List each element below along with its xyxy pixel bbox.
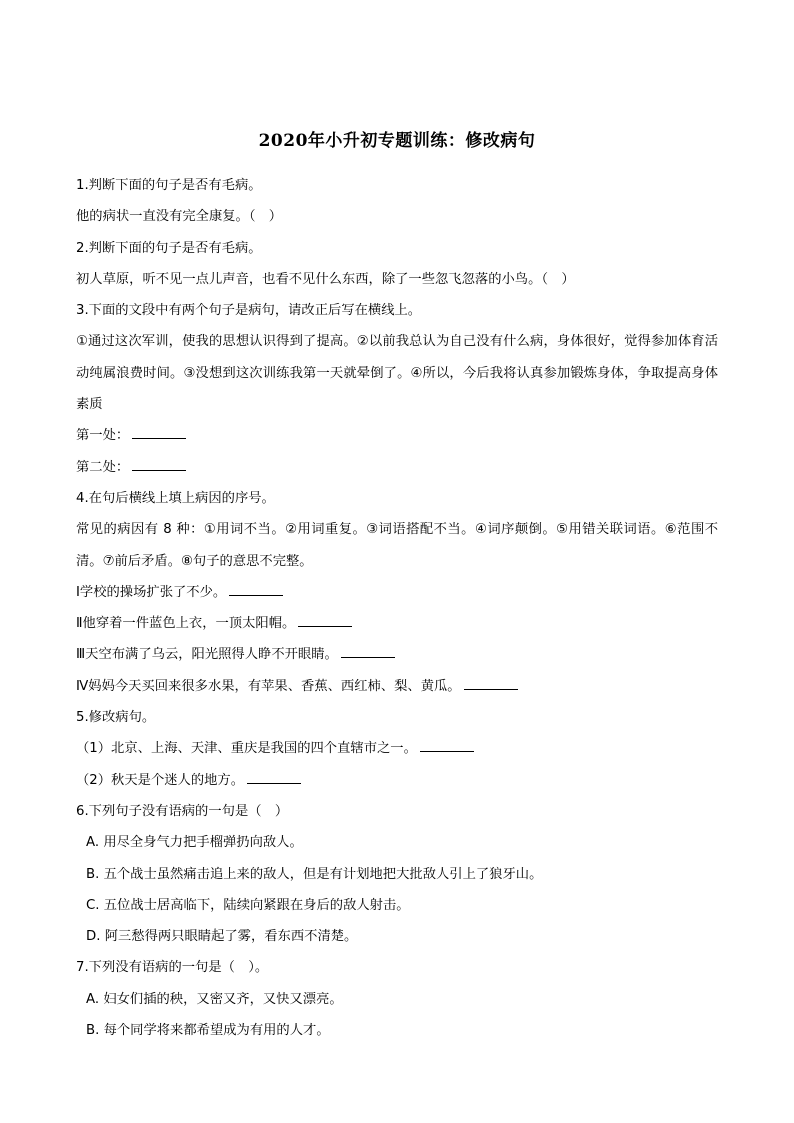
q3-blank-row-1 [76,420,718,451]
q4-item-text: Ⅳ妈妈今天买回来很多水果，有苹果、香蕉、西红柿、梨、黄瓜。 [76,678,461,694]
q6-option-a[interactable]: A. 用尽全身气力把手榴弹扔向敌人。 [86,835,303,851]
q4-item-1 [76,577,718,608]
q3-blank-row-2 [76,452,718,483]
q4-intro: 常见的病因有 8 种：①用词不当。②用词重复。③词语搭配不当。④词序颠倒。⑤用错关联词语。⑥范围不清。⑦前后矛盾。⑧句子的意思不完整。 [76,522,718,569]
q4-item-2 [76,608,718,639]
q4-item-text: Ⅱ他穿着一件蓝色上衣，一顶太阳帽。 [76,616,296,632]
q4-stem: 4.在句后横线上填上病因的序号。 [76,490,275,506]
q1-stem: 1.判断下面的句子是否有毛病。 [76,178,262,193]
answer-blank[interactable] [464,676,518,690]
q4-item-4 [76,671,718,702]
q2-stem: 2.判断下面的句子是否有毛病。 [76,240,262,256]
q6-option-c[interactable]: C. 五位战士居高临下，陆续向紧跟在身后的敌人射击。 [86,897,410,913]
q4-item-3 [76,639,718,670]
q5-stem: 5.修改病句。 [76,710,156,726]
q3-stem: 3.下面的文段中有两个句子是病句，请改正后写在横线上。 [76,303,422,319]
q2-sentence: 初人草原，听不见一点儿声音，也看不见什么东西，除了一些忽飞忽落的小鸟。（ ） [76,271,575,287]
q5-item-text: （1）北京、上海、天津、重庆是我国的四个直辖市之一。 [76,741,417,757]
answer-blank[interactable] [420,738,474,752]
q1-sentence: 他的病状一直没有完全康复。（ ） [76,209,283,225]
q5-item-1 [76,733,718,764]
q3-blank-label-2: 第二处： [76,459,130,475]
answer-blank[interactable] [229,582,283,596]
answer-blank[interactable] [247,770,301,784]
q4-item-text: Ⅲ天空布满了乌云，阳光照得人睁不开眼睛。 [76,647,338,663]
q6-option-d[interactable]: D. 阿三愁得两只眼睛起了雾，看东西不清楚。 [86,929,358,945]
q4-item-text: Ⅰ学校的操场扩张了不少。 [76,584,227,600]
q7-stem: 7.下列没有语病的一句是（ ）。 [76,960,269,976]
page-title: 2020年小升初专题训练：修改病句 [258,131,536,151]
q5-item-2 [76,765,718,796]
q7-option-b[interactable]: B. 每个同学将来都希望成为有用的人才。 [86,1023,330,1039]
answer-blank[interactable] [298,613,352,627]
q7-option-a[interactable]: A. 妇女们插的秧，又密又齐，又快又漂亮。 [86,991,343,1007]
q3-passage: ①通过这次军训，使我的思想认识得到了提高。②以前我总认为自己没有什么病，身体很好，觉得参加体育活动纯属浪费时间。③没想到这次训练我第一天就晕倒了。④所以，今后我将认真参加锻炼身体，争取提高身体素质 [76,334,718,413]
question-list [76,170,718,1046]
answer-blank[interactable] [341,644,395,658]
q6-stem: 6.下列句子没有语病的一句是（ ） [76,803,289,819]
answer-blank[interactable] [132,457,186,471]
q3-blank-label-1: 第一处： [76,428,130,444]
q6-option-b[interactable]: B. 五个战士虽然痛击追上来的敌人，但是有计划地把大批敌人引上了狼牙山。 [86,866,543,882]
answer-blank[interactable] [132,425,186,439]
q5-item-text: （2）秋天是个迷人的地方。 [76,772,245,788]
